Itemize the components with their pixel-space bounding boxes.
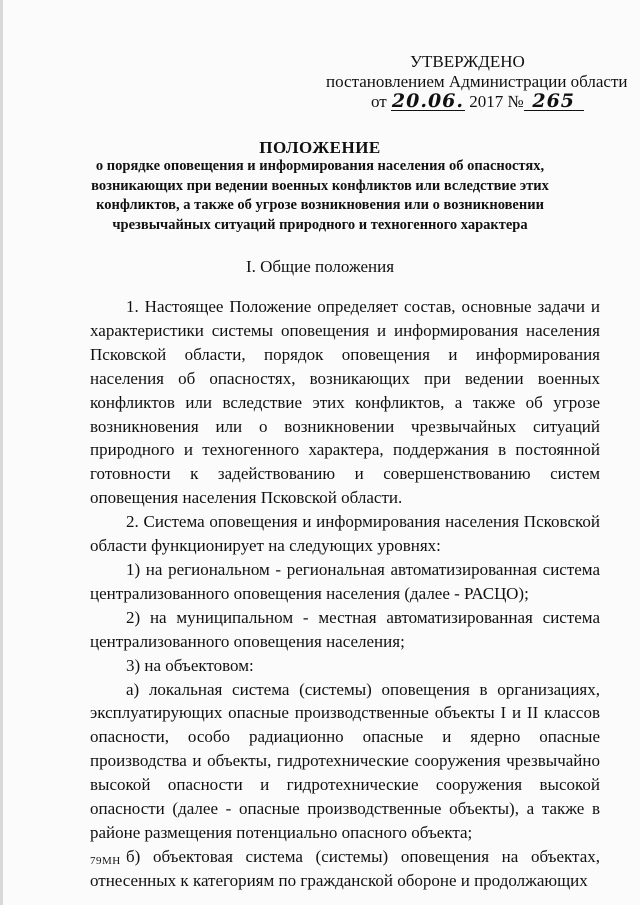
handwritten-date: 20.06. — [391, 90, 465, 112]
subtitle-line: возникающих при ведении военных конфликтов или вследствие этих — [91, 177, 549, 194]
subtitle-line: чрезвычайных ситуаций природного и техногенного характера — [112, 216, 528, 233]
paragraph: 2) на муниципальном - местная автоматизированная система централизованного оповещения населения; — [90, 607, 600, 651]
paragraph: 1. Настоящее Положение определяет состав, основные задачи и характеристики системы оповещения и информирования населения Псковской области, порядок оповещения и информирования населения об опасностях, возникающих при ведении военных конфликтов или вследствие этих конфликтов, а также об угрозе возникновения или о возникновении чрезвычайных ситуаций природного и техногенного характера, поддержания в постоянной готовности к задействованию и совершенствованию систем оповещения населения Псковской области. — [90, 297, 600, 508]
paragraph: а) локальная система (системы) оповещения в организациях, эксплуатирующих опасные производственные объекты I и II классов опасности, особо радиационно опасные и ядерно опасные производства и объекты, гидротехнические сооружения чрезвычайно высокой опасности и гидротехнические сооружения высокой опасности (далее - опасные производственные объекты), а также в районе размещения потенциально опасного объекта; — [90, 679, 600, 842]
handwritten-number: 265 — [524, 92, 584, 111]
approved-label: УТВЕРЖДЕНО — [410, 52, 525, 71]
issuer-line: постановлением Администрации области — [326, 72, 628, 91]
year: 2017 — [469, 92, 504, 111]
paragraph: 1) на региональном - региональная автоматизированная система централизованного оповещения населения (далее - РАСЦО); — [90, 559, 600, 603]
number-sign: № — [507, 92, 524, 111]
section-heading: I. Общие положения — [245, 257, 395, 276]
paragraph: 2. Система оповещения и информирования населения Псковской области функционирует на следующих уровнях: — [90, 512, 600, 556]
subtitle-line: о порядке оповещения и информирования населения об опасностях, — [95, 158, 545, 174]
paragraph: б) объектовая система (системы) оповещения на объектах, отнесенных к категориям по гражданской обороне и продолжающих — [90, 846, 600, 890]
date-number-line — [371, 92, 584, 112]
document-subtitle — [0, 157, 640, 235]
document-body — [90, 295, 600, 893]
subtitle-line: конфликтов, а также об угрозе возникновения или о возникновении — [96, 197, 544, 213]
date-prefix: от — [371, 92, 387, 111]
paragraph: 3) на объектовом: — [126, 655, 254, 675]
scan-edge — [0, 0, 3, 905]
footer-code: 79МН — [90, 855, 121, 867]
document-title: ПОЛОЖЕНИЕ — [259, 138, 381, 157]
